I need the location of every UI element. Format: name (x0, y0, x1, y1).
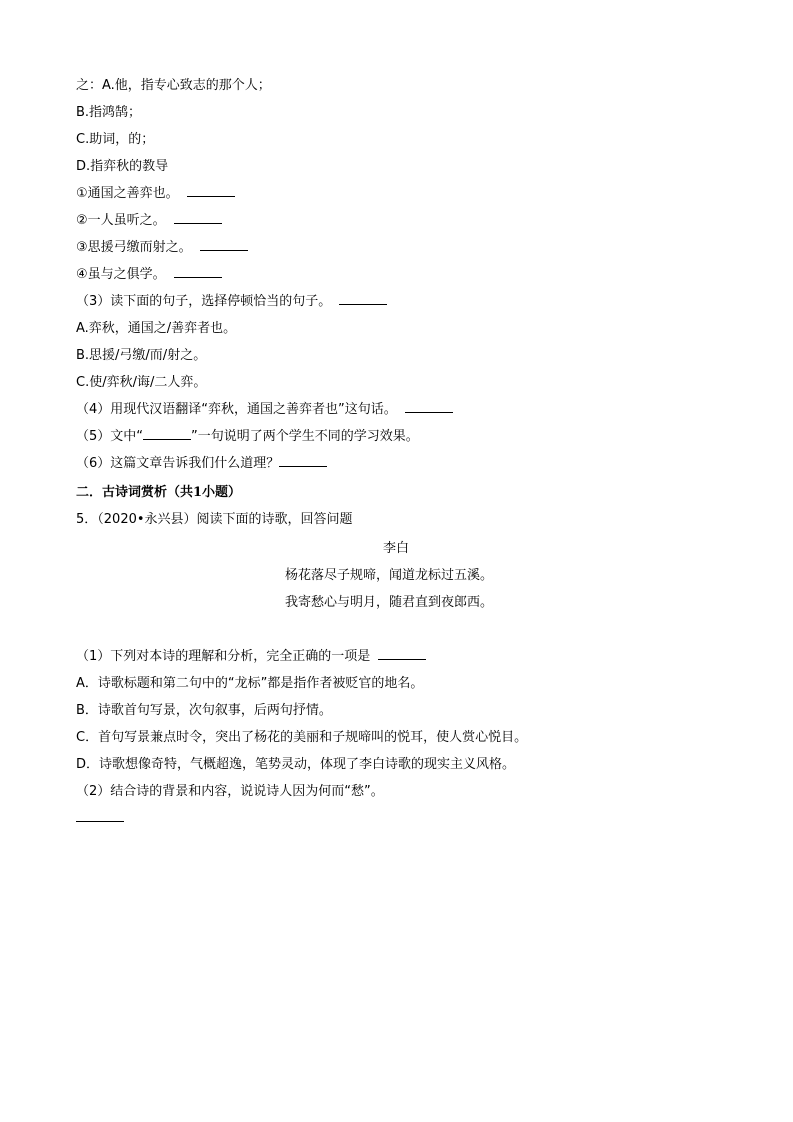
section-title: 二．古诗词赏析（共1小题） (76, 485, 242, 500)
answer-line[interactable] (76, 810, 124, 828)
sentence-text: ②一人虽听之。 (76, 213, 166, 228)
question-text: （3）读下面的句子，选择停顿恰当的句子。 (76, 294, 332, 309)
answer-blank[interactable] (279, 465, 327, 467)
text-line (76, 266, 222, 284)
sentence-text: ①通国之善弈也。 (76, 186, 179, 201)
question-text: （5）文中“ (76, 429, 144, 444)
question-5 (76, 428, 419, 446)
answer-blank[interactable] (174, 222, 222, 224)
poem-question-1 (76, 648, 426, 666)
text-line: D.指弈秋的教导 (76, 159, 169, 174)
sentence-text: ③思援弓缴而射之。 (76, 240, 192, 255)
option-b: B.思援/弓缴/而/射之。 (76, 348, 207, 363)
option-b: B．诗歌首句写景，次句叙事，后两句抒情。 (76, 703, 332, 718)
answer-blank[interactable] (200, 249, 248, 251)
answer-blank[interactable] (405, 411, 453, 413)
answer-blank[interactable] (143, 438, 191, 440)
poem-question-2: （2）结合诗的背景和内容，说说诗人因为何而“愁”。 (76, 784, 384, 799)
answer-blank[interactable] (378, 658, 426, 660)
text-line (76, 239, 248, 257)
text-line: 之：A.他，指专心致志的那个人； (76, 78, 271, 93)
question-text: ”一句说明了两个学生不同的学习效果。 (191, 429, 419, 444)
question-6 (76, 455, 327, 473)
option-c: C.使/弈秋/诲/二人弈。 (76, 375, 207, 390)
text-line (76, 212, 222, 230)
answer-blank[interactable] (339, 303, 387, 305)
poem-line-text: 我寄愁心与明月，随君直到夜郎西。 (285, 595, 494, 610)
text-line: C.助词，的； (76, 132, 155, 147)
text-line: B.指鸿鹄； (76, 105, 142, 120)
question-main: 5．（2020•永兴县）阅读下面的诗歌，回答问题 (76, 512, 353, 527)
answer-blank[interactable] (76, 820, 124, 822)
poem-line-text: 杨花落尽子规啼，闻道龙标过五溪。 (285, 568, 494, 583)
option-d: D．诗歌想像奇特，气概超逸，笔势灵动，体现了李白诗歌的现实主义风格。 (76, 757, 516, 772)
question-text: （4）用现代汉语翻译“弈秋，通国之善弈者也”这句话。 (76, 402, 397, 417)
option-c: C．首句写景兼点时令，突出了杨花的美丽和子规啼叫的悦耳，使人赏心悦目。 (76, 730, 528, 745)
question-text: （6）这篇文章告诉我们什么道理？ (76, 456, 280, 471)
sentence-text: ④虽与之俱学。 (76, 267, 166, 282)
option-a: A.弈秋，通国之/善弈者也。 (76, 321, 237, 336)
poem-author-text: 李白 (383, 541, 410, 556)
option-a: A．诗歌标题和第二句中的“龙标”都是指作者被贬官的地名。 (76, 676, 424, 691)
text-line (76, 185, 235, 203)
question-3 (76, 293, 387, 311)
question-text: （1）下列对本诗的理解和分析，完全正确的一项是 (76, 649, 371, 664)
answer-blank[interactable] (174, 276, 222, 278)
question-4 (76, 401, 453, 419)
answer-blank[interactable] (187, 195, 235, 197)
